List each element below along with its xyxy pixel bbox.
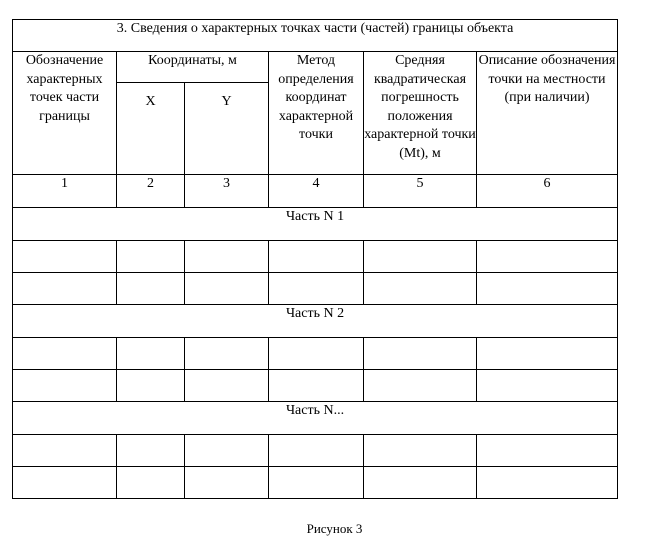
part-label: Часть N 2 [13, 305, 618, 338]
empty-cell [185, 241, 269, 273]
column-number: 6 [477, 175, 618, 208]
empty-cell [117, 370, 185, 402]
empty-cell [185, 338, 269, 370]
column-number: 3 [185, 175, 269, 208]
empty-cell [269, 435, 364, 467]
empty-cell [117, 435, 185, 467]
header-description: Описание обозначения точки на местности (при наличии) [477, 52, 618, 175]
section-title: 3. Сведения о характерных точках части (частей) границы объекта [13, 20, 618, 52]
column-number: 2 [117, 175, 185, 208]
empty-cell [13, 467, 117, 499]
empty-cell [477, 241, 618, 273]
empty-cell [117, 338, 185, 370]
empty-cell [185, 435, 269, 467]
column-number: 1 [13, 175, 117, 208]
empty-cell [185, 467, 269, 499]
empty-cell [117, 273, 185, 305]
empty-cell [364, 338, 477, 370]
header-coordinates: Координаты, м [117, 52, 269, 83]
empty-cell [269, 370, 364, 402]
empty-cell [117, 241, 185, 273]
figure-caption: Рисунок 3 [306, 521, 363, 536]
empty-cell [269, 467, 364, 499]
empty-cell [269, 241, 364, 273]
part-label: Часть N... [13, 402, 618, 435]
empty-cell [13, 273, 117, 305]
empty-cell [13, 435, 117, 467]
empty-cell [477, 467, 618, 499]
empty-cell [185, 273, 269, 305]
empty-cell [13, 338, 117, 370]
column-numbers-row [13, 175, 618, 208]
part-label: Часть N 1 [13, 208, 618, 241]
empty-cell [364, 370, 477, 402]
empty-cell [477, 273, 618, 305]
empty-cell [185, 370, 269, 402]
characteristic-points-table [12, 19, 618, 499]
empty-cell [477, 435, 618, 467]
header-point-designation: Обозначение характерных точек части границы [13, 52, 117, 175]
empty-cell [477, 370, 618, 402]
empty-cell [364, 273, 477, 305]
empty-cell [364, 467, 477, 499]
column-number: 5 [364, 175, 477, 208]
empty-cell [13, 241, 117, 273]
empty-cell [117, 467, 185, 499]
table-row [13, 467, 618, 499]
empty-cell [269, 338, 364, 370]
empty-cell [477, 338, 618, 370]
empty-cell [269, 273, 364, 305]
table-row [13, 241, 618, 273]
table-row [13, 435, 618, 467]
table-row [13, 273, 618, 305]
column-number: 4 [269, 175, 364, 208]
header-mean-error: Средняя квадратическая погрешность положения характерной точки (Mt), м [364, 52, 477, 175]
table-row [13, 370, 618, 402]
header-y: Y [185, 83, 269, 175]
header-method: Метод определения координат характерной точки [269, 52, 364, 175]
empty-cell [13, 370, 117, 402]
empty-cell [364, 435, 477, 467]
table-row [13, 338, 618, 370]
header-x: X [117, 83, 185, 175]
empty-cell [364, 241, 477, 273]
